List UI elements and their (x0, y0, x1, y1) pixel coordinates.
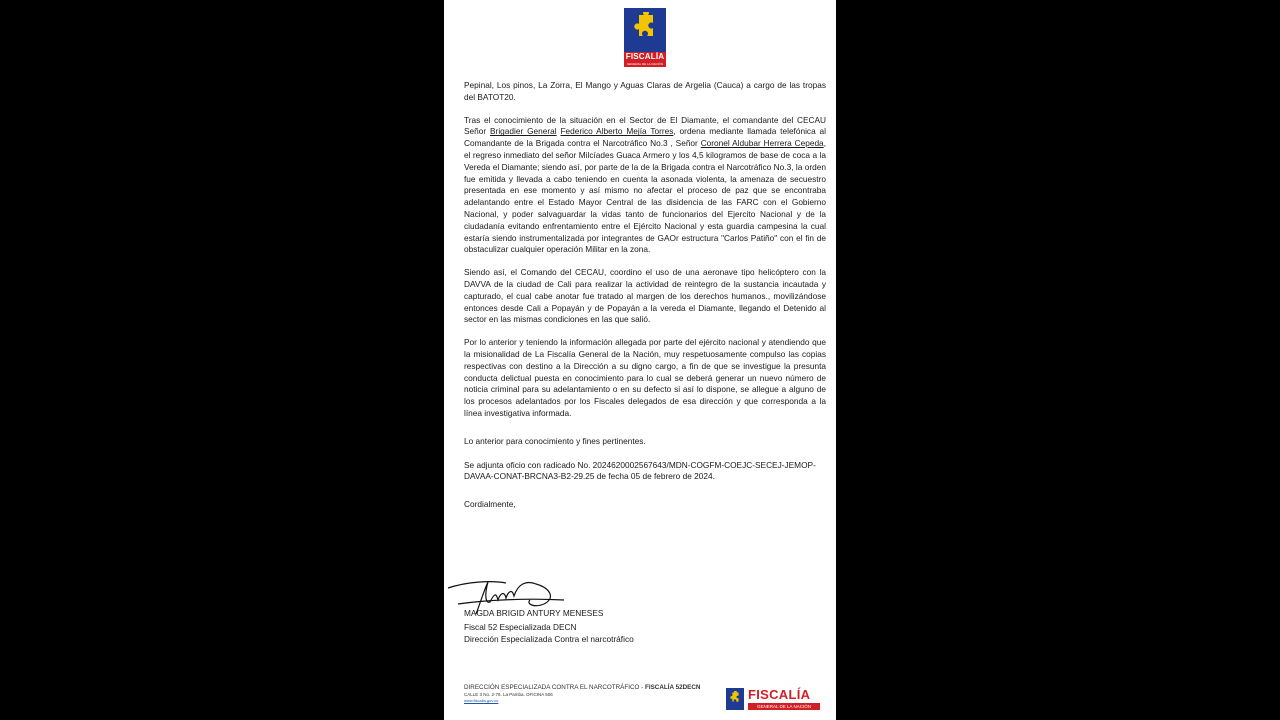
footer-address: CALLE 3 No. 2-76. La Pamba. OFICINA 506 (464, 692, 553, 697)
paragraph-1: Pepinal, Los pinos, La Zorra, El Mango y Aguas Claras de Argelia (Cauca) a cargo de las tropas del BATOT20. (464, 80, 826, 102)
closing: Cordialmente, (464, 499, 516, 510)
signature-block (464, 607, 764, 645)
footer-logo (726, 686, 822, 712)
footer-title: DIRECCIÓN ESPECIALIZADA CONTRA EL NARCOTRÁFICO - FISCALÍA 52DECN (464, 684, 701, 691)
logo-subtitle: GENERAL DE LA NACIÓN (624, 62, 666, 67)
document-page (444, 0, 836, 720)
signer-office: Dirección Especializada Contra el narcotráfico (464, 634, 634, 644)
puzzle-emblem-icon (624, 8, 666, 52)
paragraph-5: Lo anterior para conocimiento y fines pertinentes. (464, 435, 646, 446)
paragraph-4: Por lo anterior y teniendo la información allegada por parte del ejército nacional y atendiendo que la misionalidad de La Fiscalía General de la Nación, muy respetuosamente compulso las copias respectivas con destino a la Dirección a su digno cargo, a fin de que se investigue la presunta conducta delictual puesta en conocimiento para lo cual se deberá generar un nuevo número de noticia criminal para su adelantamiento o en su defecto si así lo dispone, se allegue a alguno de los procesos adelantados por los Fiscales delegados de esa dirección y que corresponda a la línea investigativa informada. (464, 337, 826, 418)
underlined-name-2: Coronel Aldubar Herrera Cepeda (700, 138, 824, 149)
footer-logo-wordmark: FISCALÍA (748, 687, 811, 702)
footer-logo-subtitle: GENERAL DE LA NACIÓN (748, 703, 820, 710)
letter-body (464, 80, 826, 511)
paragraph-3: Siendo así, el Comando del CECAU, coordino el uso de una aeronave tipo helicóptero con la DAVVA de la ciudad de Cali para realizar la actividad de reintegro de la sustancia incautada y capturado, el cual cabe anotar fue tratado al margen de los derechos humanos., movilizándose entonces desde Cali a Popayán y de Popayán a la vereda el Diamante, llegando el Detenido al sector en las mismas condiciones en las que salió. (464, 267, 826, 325)
logo-wordmark: FISCALÍA (625, 52, 665, 61)
paragraph-2: Tras el conocimiento de la situación en el Sector de El Diamante, el comandante del CECAU Señor Brigadier General Federico Alberto Mejía Torres, ordena mediante llamada telefónica al Comandante de la Brigada contra el Narcotráfico No.3 , Señor Coronel Aldubar Herrera Cepeda, el regreso inmediato del señor Milcíades Guaca Armero y los 4,5 kilogramos de base de coca a la Vereda el Diamante; siendo así, por parte de la de la Brigada contra el Narcotráfico No.3, la orden fue emitida y llevada a cabo teniendo en cuenta la asonada violenta, la amenaza de secuestro presentada en ese momento y así mismo no afectar el proceso de paz que se encontraba adelantando entre el Estado Mayor Central de las disidencia de las FARC con el Gobierno Nacional, y poder salvaguardar la vidas tanto de funcionarios del Ejercito Nacional y de la ciudadanía evitando enfrentamiento entre el Ejército Nacional y esta guardia campesina la cual estaría siendo instrumentalizada por integrantes de GAOr estructura "Carlos Patiño" con el fin de obstaculizar cualquier operación Militar en la zona. (464, 114, 827, 255)
puzzle-emblem-icon (726, 688, 744, 710)
underlined-name-1: Federico Alberto Mejía Torres (560, 126, 674, 137)
signer-role: Fiscal 52 Especializada DECN (464, 622, 577, 632)
paragraph-6: Se adjunta oficio con radicado No. 20246200025676​43/MDN-COGFM-COEJC-SECEJ-JEMOP-DAVAA-CONAT-BRCNA3-B2-29.25 de fecha 05 de febrero de 2024. (464, 459, 816, 482)
footer (464, 684, 734, 703)
signer-name: MAGDA BRIGID ANTURY MENESES (464, 608, 604, 618)
footer-website-link[interactable]: www.fiscalia.gov.co (464, 698, 499, 703)
fiscalia-logo (624, 8, 666, 68)
underlined-rank: Brigadier General (490, 126, 557, 137)
